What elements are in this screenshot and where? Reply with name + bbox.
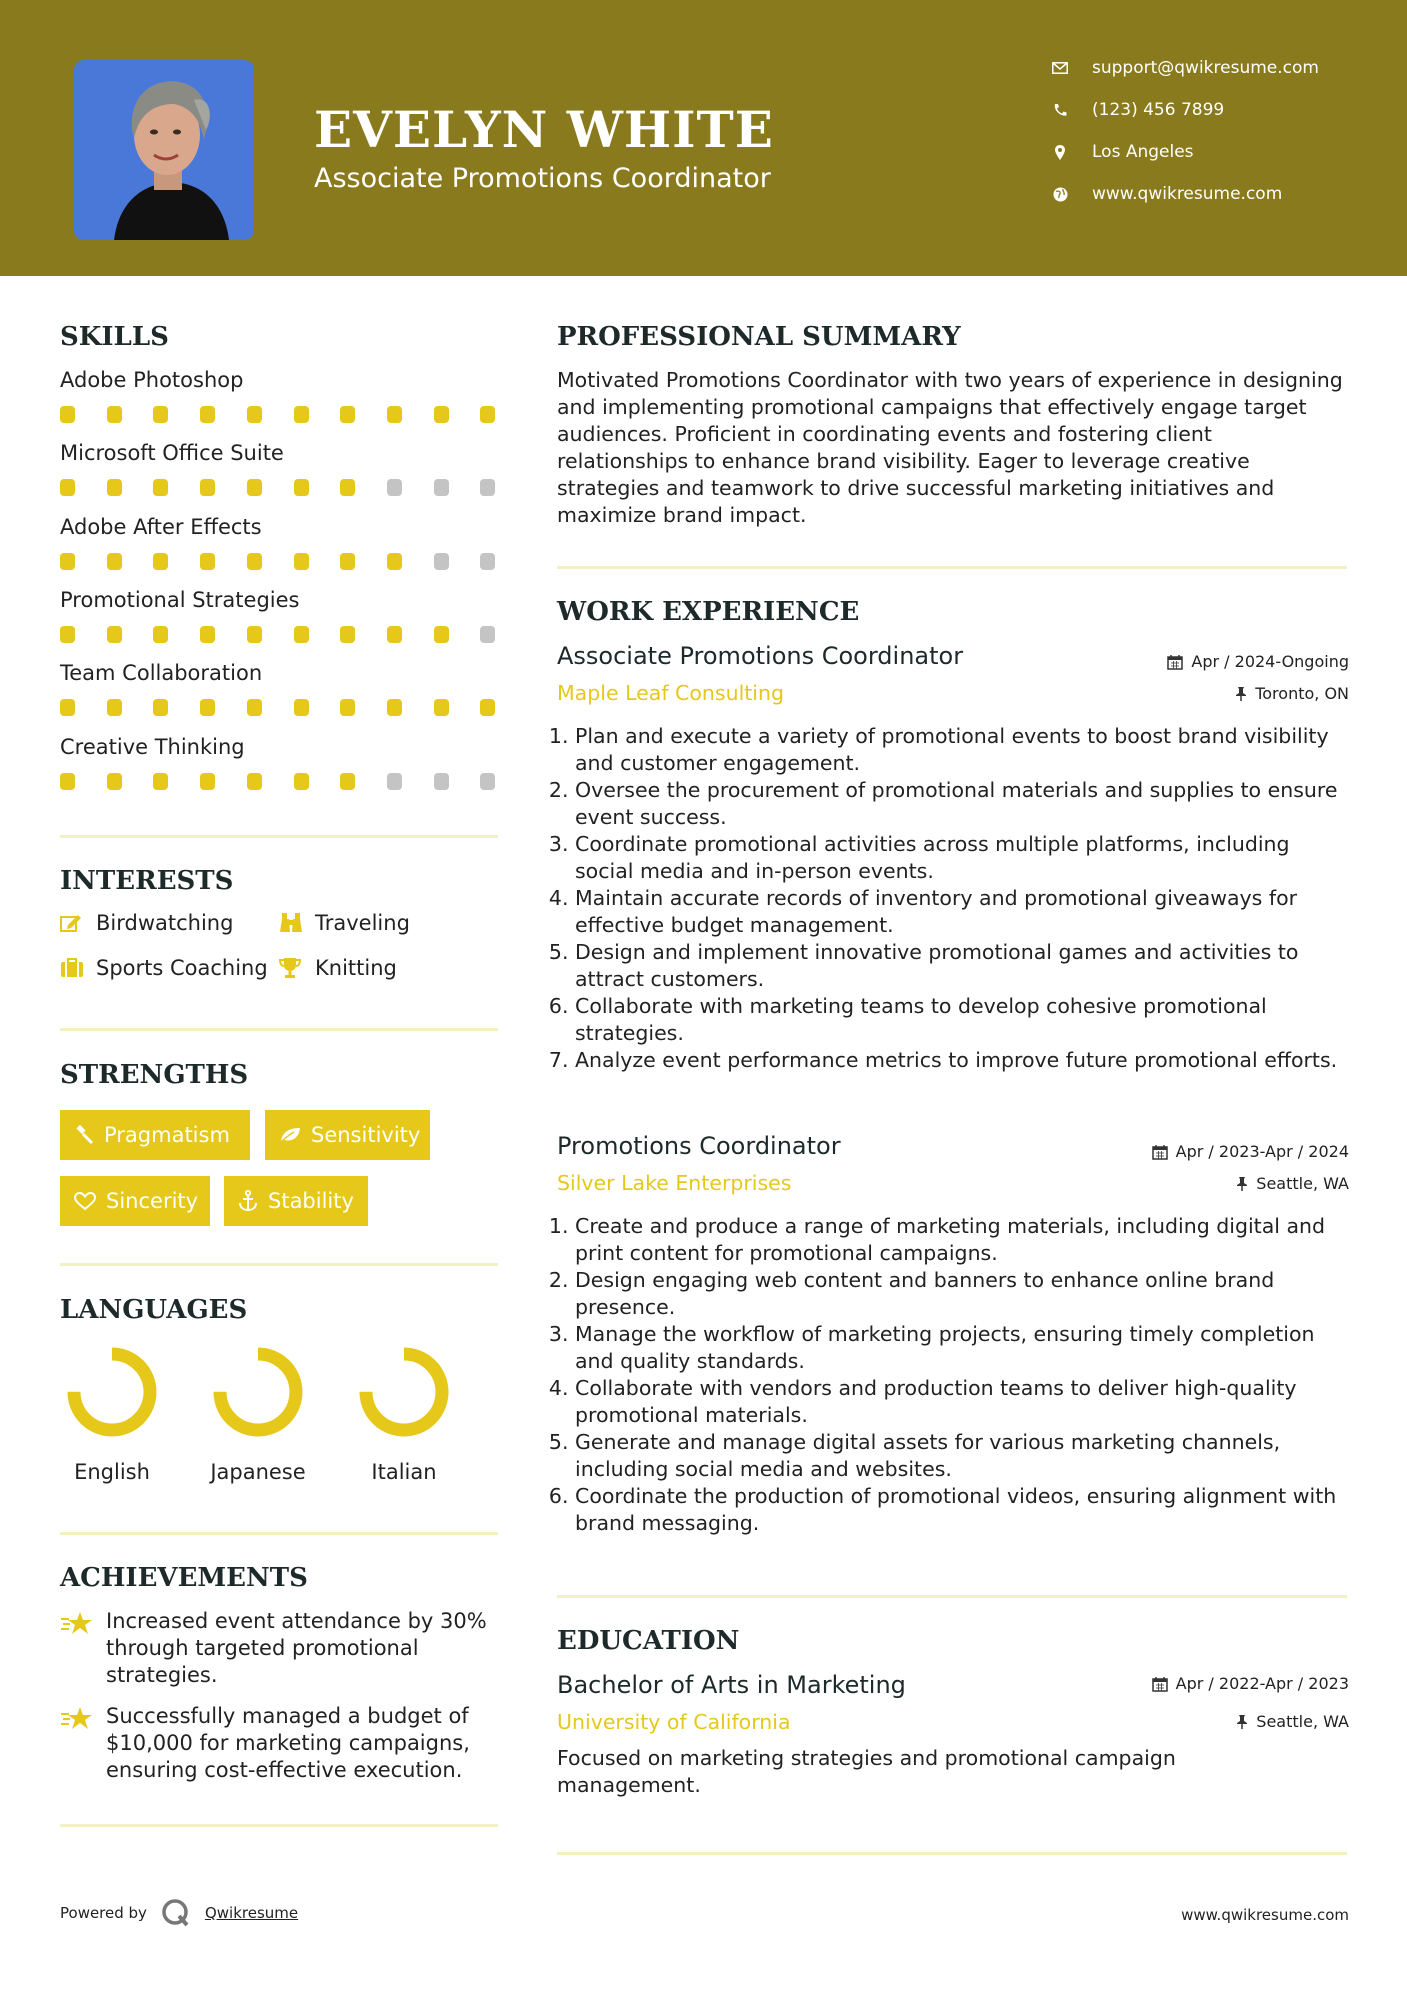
divider (60, 1263, 498, 1266)
company-name[interactable]: Silver Lake Enterprises (557, 1171, 792, 1195)
achievement-item (60, 1703, 500, 1784)
work-title: WORK EXPERIENCE (557, 597, 860, 627)
pushpin-icon (1235, 686, 1247, 702)
rating-dot (107, 479, 122, 496)
interest-label: Traveling (315, 911, 410, 935)
calendar-icon (1167, 654, 1183, 670)
rating-dot (153, 479, 168, 496)
rating-dot (340, 626, 355, 643)
rating-dot (434, 479, 449, 496)
rating-dot (340, 773, 355, 790)
strength-label: Sensitivity (311, 1123, 421, 1147)
rating-dot (294, 479, 309, 496)
rating-dot (200, 553, 215, 570)
job-duties-list (557, 1213, 1347, 1537)
strength-label: Sincerity (106, 1189, 199, 1213)
summary-text: Motivated Promotions Coordinator with two years of experience in designing and implementing promotional campaigns that effectively engage target audiences. Proficient in coordinating events and fostering client relationships to enhance brand visibility. Eager to leverage creative strategies and teamwork to drive successful marketing initiatives and maximize brand impact. (557, 368, 1343, 527)
trophy-icon (279, 957, 303, 979)
language-ring (354, 1342, 454, 1442)
job-location-text: Toronto, ON (1255, 684, 1349, 703)
rating-dot (480, 626, 495, 643)
rating-dot (480, 406, 495, 423)
skill-name: Creative Thinking (60, 734, 245, 759)
duty-item: 2. Oversee the procurement of promotional materials and supplies to ensure event success. (575, 777, 1347, 831)
powered-by-text: Powered by (60, 1904, 147, 1922)
strength-badge (265, 1110, 430, 1160)
contact-phone[interactable] (1050, 100, 1390, 120)
job-location (1235, 684, 1349, 703)
duty-item: 4. Maintain accurate records of inventory and promotional giveaways for effective budget management. (575, 885, 1347, 939)
achievement-text: Increased event attendance by 30% through targeted promotional strategies. (106, 1609, 487, 1687)
rating-dot (387, 699, 402, 716)
rating-dot (294, 406, 309, 423)
job-dates-text: Apr / 2024-Ongoing (1191, 652, 1349, 671)
interest-label: Sports Coaching (96, 956, 268, 980)
rating-dot (434, 699, 449, 716)
candidate-name: EVELYN WHITE (314, 100, 774, 159)
rating-dot (107, 626, 122, 643)
duty-item: 3. Coordinate promotional activities across multiple platforms, including social media and in-person events. (575, 831, 1347, 885)
binoculars-icon (279, 912, 303, 934)
strength-badge (60, 1110, 250, 1160)
education-description: Focused on marketing strategies and promotional campaign management. (557, 1746, 1176, 1797)
rating-dot (294, 626, 309, 643)
job-dates-text: Apr / 2023-Apr / 2024 (1175, 1142, 1349, 1161)
anchor-icon (238, 1190, 258, 1212)
duty-item: 6. Collaborate with marketing teams to develop cohesive promotional strategies. (575, 993, 1347, 1047)
duty-item: 2. Design engaging web content and banners to enhance online brand presence. (575, 1267, 1347, 1321)
strength-label: Stability (268, 1189, 354, 1213)
rating-dot (387, 626, 402, 643)
qwikresume-link[interactable]: Qwikresume (204, 1904, 299, 1922)
profile-photo (74, 60, 254, 240)
contact-email[interactable] (1050, 58, 1390, 78)
divider (60, 1532, 498, 1535)
candidate-role: Associate Promotions Coordinator (314, 163, 771, 194)
rating-dot (387, 553, 402, 570)
rating-dot (153, 773, 168, 790)
interests-title: INTERESTS (60, 866, 234, 896)
divider (60, 1028, 498, 1031)
rating-dot (434, 553, 449, 570)
rating-dot (340, 479, 355, 496)
interest-item (279, 911, 410, 935)
rating-dot (200, 699, 215, 716)
achievement-item (60, 1608, 500, 1689)
language-level-arc (366, 1354, 442, 1430)
skill-name: Adobe Photoshop (60, 368, 244, 392)
company-name[interactable]: Maple Leaf Consulting (557, 681, 785, 705)
skill-name: Promotional Strategies (60, 587, 300, 612)
duty-item: 7. Analyze event performance metrics to improve future promotional efforts. (575, 1047, 1347, 1074)
education-title: EDUCATION (557, 1626, 740, 1656)
heart-icon (74, 1192, 96, 1211)
divider (60, 835, 498, 838)
contact-phone-text: (123) 456 7899 (1092, 100, 1225, 120)
interest-item (60, 956, 268, 980)
star-icon (60, 1705, 94, 1784)
rating-dot (247, 626, 262, 643)
interest-item (279, 956, 397, 980)
rating-dot (200, 479, 215, 496)
rating-dot (247, 553, 262, 570)
rating-dot (480, 773, 495, 790)
rating-dot (340, 699, 355, 716)
rating-dot (153, 699, 168, 716)
gavel-icon (74, 1125, 94, 1145)
job-title: Associate Promotions Coordinator (557, 642, 964, 670)
rating-dot (247, 406, 262, 423)
rating-dot (200, 406, 215, 423)
contact-location-text: Los Angeles (1092, 142, 1194, 162)
mail-icon (1050, 62, 1070, 74)
divider (557, 1852, 1347, 1855)
rating-dot (60, 479, 75, 496)
skill-name: Adobe After Effects (60, 514, 262, 539)
rating-dot (153, 626, 168, 643)
pushpin-icon (1236, 1176, 1248, 1192)
job-title: Promotions Coordinator (557, 1132, 841, 1160)
rating-dot (434, 773, 449, 790)
rating-dot (434, 406, 449, 423)
contact-location (1050, 142, 1390, 162)
rating-dot (60, 553, 75, 570)
language-ring (62, 1342, 162, 1442)
duty-item: 3. Manage the workflow of marketing projects, ensuring timely completion and quality standards. (575, 1321, 1347, 1375)
job-location-text: Seattle, WA (1256, 1174, 1349, 1193)
job-dates (1152, 1142, 1349, 1161)
divider (557, 1595, 1347, 1598)
strengths-title: STRENGTHS (60, 1060, 249, 1090)
rating-dot (60, 773, 75, 790)
summary-title: PROFESSIONAL SUMMARY (557, 322, 961, 352)
rating-dot (107, 553, 122, 570)
rating-dot (387, 773, 402, 790)
education-dates-text: Apr / 2022-Apr / 2023 (1175, 1674, 1349, 1693)
rating-dot (480, 553, 495, 570)
rating-dot (153, 553, 168, 570)
rating-dot (247, 699, 262, 716)
location-pin-icon (1050, 145, 1070, 160)
rating-dot (60, 626, 75, 643)
skill-rating (60, 479, 500, 497)
skill-rating (60, 773, 500, 791)
rating-dot (294, 699, 309, 716)
job-location (1236, 1174, 1349, 1193)
briefcase-icon (60, 958, 84, 978)
rating-dot (247, 773, 262, 790)
calendar-icon (1152, 1144, 1168, 1160)
job-duties-list (557, 723, 1347, 1074)
rating-dot (60, 699, 75, 716)
language-label: Japanese (210, 1460, 306, 1484)
divider (557, 566, 1347, 569)
pencil-square-icon (60, 913, 84, 933)
phone-icon (1050, 103, 1070, 117)
skill-rating (60, 699, 500, 717)
globe-icon (1050, 187, 1070, 202)
duty-item: 6. Coordinate the production of promotional videos, ensuring alignment with brand messaging. (575, 1483, 1347, 1537)
contact-website[interactable] (1050, 184, 1390, 204)
header-banner (0, 0, 1407, 276)
contact-website-text: www.qwikresume.com (1092, 184, 1283, 204)
qwikresume-logo-icon (161, 1898, 191, 1928)
skill-rating (60, 553, 500, 571)
star-icon (60, 1610, 94, 1689)
skill-name: Microsoft Office Suite (60, 441, 284, 466)
language-level-arc (220, 1354, 296, 1430)
leaf-icon (279, 1126, 301, 1144)
rating-dot (153, 406, 168, 423)
skill-name: Team Collaboration (60, 661, 263, 686)
rating-dot (294, 553, 309, 570)
rating-dot (387, 406, 402, 423)
duty-item: 1. Create and produce a range of marketing materials, including digital and print content for promotional campaigns. (575, 1213, 1347, 1267)
language-ring (208, 1342, 308, 1442)
job-dates (1167, 652, 1349, 671)
rating-dot (340, 406, 355, 423)
language-level-arc (74, 1354, 150, 1430)
achievement-text: Successfully managed a budget of $10,000 for marketing campaigns, ensuring cost-effective execution. (106, 1704, 470, 1782)
skill-rating (60, 406, 500, 424)
strength-badge (60, 1176, 210, 1226)
duty-item: 5. Design and implement innovative promotional games and activities to attract customers. (575, 939, 1347, 993)
footer-powered-by (60, 1898, 298, 1928)
duty-item: 5. Generate and manage digital assets for various marketing channels, including social media and websites. (575, 1429, 1347, 1483)
rating-dot (107, 406, 122, 423)
language-label: English (74, 1460, 150, 1484)
interest-label: Knitting (315, 956, 397, 980)
languages-title: LANGUAGES (60, 1295, 248, 1325)
language-label: Italian (371, 1460, 437, 1484)
education-dates (1152, 1674, 1349, 1693)
strength-badge (224, 1176, 368, 1226)
rating-dot (340, 553, 355, 570)
contact-email-text: support@qwikresume.com (1092, 58, 1319, 78)
skill-rating (60, 626, 500, 644)
school-name[interactable]: University of California (557, 1710, 791, 1734)
rating-dot (60, 406, 75, 423)
rating-dot (200, 626, 215, 643)
interest-label: Birdwatching (96, 911, 234, 935)
rating-dot (480, 699, 495, 716)
interest-item (60, 911, 233, 935)
strength-label: Pragmatism (104, 1123, 230, 1147)
divider (60, 1824, 498, 1827)
rating-dot (387, 479, 402, 496)
duty-item: 4. Collaborate with vendors and production teams to deliver high-quality promotional materials. (575, 1375, 1347, 1429)
achievements-title: ACHIEVEMENTS (60, 1563, 308, 1593)
portrait-image (74, 60, 254, 240)
rating-dot (294, 773, 309, 790)
rating-dot (200, 773, 215, 790)
calendar-icon (1152, 1676, 1168, 1692)
footer-url[interactable]: www.qwikresume.com (1181, 1906, 1349, 1924)
rating-dot (480, 479, 495, 496)
education-location (1236, 1712, 1349, 1731)
pushpin-icon (1236, 1714, 1248, 1730)
rating-dot (107, 773, 122, 790)
rating-dot (247, 479, 262, 496)
rating-dot (107, 699, 122, 716)
degree-title: Bachelor of Arts in Marketing (557, 1671, 906, 1699)
education-location-text: Seattle, WA (1256, 1712, 1349, 1731)
rating-dot (434, 626, 449, 643)
duty-item: 1. Plan and execute a variety of promotional events to boost brand visibility and customer engagement. (575, 723, 1347, 777)
skills-title: SKILLS (60, 322, 169, 352)
